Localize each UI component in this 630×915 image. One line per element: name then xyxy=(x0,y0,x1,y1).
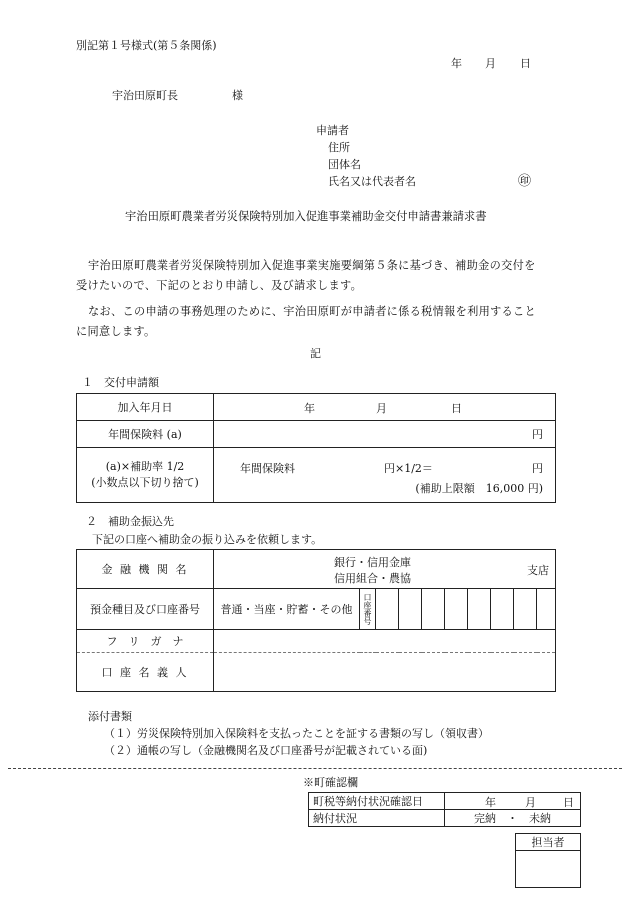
premium-cell[interactable] xyxy=(214,421,556,448)
attachment-item-1: （１）労災保険特別加入保険料を支払ったことを証する書類の写し（領収書） xyxy=(104,727,489,740)
calc-limit-note: (補助上限額 16,000 円) xyxy=(415,482,543,495)
account-digit-box[interactable] xyxy=(514,589,537,630)
account-no-label: 口座番号 xyxy=(360,589,376,630)
document-title: 宇治田原町農業者労災保険特別加入促進事業補助金交付申請書兼請求書 xyxy=(125,210,487,223)
calc-label-1: (a)×補助率 1/2 xyxy=(105,460,185,473)
seal-mark: ㊞ xyxy=(518,174,532,189)
ki-label: 記 xyxy=(310,347,321,360)
para2-line1: なお、この申請の事務処理のために、宇治田原町が申請者に係る税情報を利用すること xyxy=(88,305,537,318)
para2-line2: に同意します。 xyxy=(76,325,156,338)
cut-line xyxy=(8,768,622,769)
body-paragraph-1 xyxy=(76,256,556,296)
staff-box xyxy=(515,833,581,888)
section2-title: ２ 補助金振込先 xyxy=(86,515,174,528)
addressee: 宇治田原町長 xyxy=(112,89,178,102)
date-month-label: 月 xyxy=(485,57,496,70)
table-row xyxy=(77,589,556,630)
table-row xyxy=(77,448,556,503)
town-check-title: ※町確認欄 xyxy=(303,776,358,789)
enroll-date-label: 加入年月日 xyxy=(77,394,214,421)
table-row xyxy=(309,810,581,827)
application-amount-table xyxy=(76,393,556,503)
town-check-table xyxy=(308,792,581,827)
honorific: 様 xyxy=(232,89,243,102)
payment-status-value[interactable]: 完納 ・ 未納 xyxy=(445,810,581,827)
calc-label-cell xyxy=(77,448,214,503)
table-row xyxy=(77,653,556,692)
account-label: 預金種目及び口座番号 xyxy=(77,589,214,630)
attachments-title: 添付書類 xyxy=(88,710,132,723)
furigana-cell[interactable] xyxy=(214,630,556,653)
premium-unit: 円 xyxy=(532,428,543,441)
account-digit-box[interactable] xyxy=(376,589,399,630)
table-row xyxy=(516,834,581,851)
applicant-group-label: 団体名 xyxy=(328,158,361,171)
tax-check-date-cell[interactable] xyxy=(445,793,581,810)
section2-intro: 下記の口座へ補助金の振り込みを依頼します。 xyxy=(92,533,323,546)
account-types[interactable]: 普通・当座・貯蓄・その他 xyxy=(214,589,360,630)
para1-line1: 宇治田原町農業者労災保険特別加入促進事業実施要綱第５条に基づき、補助金の交付を xyxy=(88,259,536,272)
account-digit-box[interactable] xyxy=(445,589,468,630)
calc-formula: 円×1/2＝ xyxy=(384,462,433,475)
calc-unit: 円 xyxy=(532,462,543,475)
tax-check-date-label: 町税等納付状況確認日 xyxy=(309,793,445,810)
account-digit-box[interactable] xyxy=(422,589,445,630)
table-row xyxy=(309,793,581,810)
bank-type-1: 銀行・信用金庫 xyxy=(334,556,411,569)
enroll-date-cell[interactable] xyxy=(214,394,556,421)
form-label: 別記第１号様式(第５条関係) xyxy=(76,39,217,52)
holder-cell[interactable] xyxy=(214,653,556,692)
enroll-day-label: 日 xyxy=(451,402,462,415)
applicant-address-label: 住所 xyxy=(328,141,350,154)
applicant-name-label: 氏名又は代表者名 xyxy=(328,175,416,188)
calc-premium-label: 年間保険料 xyxy=(240,462,295,475)
bank-name-label: 金 融 機 関 名 xyxy=(77,550,214,589)
premium-label: 年間保険料 (a) xyxy=(77,421,214,448)
date-day-label: 日 xyxy=(520,57,531,70)
table-row xyxy=(77,630,556,653)
para1-line2: 受けたいので、下記のとおり申請し、及び請求します。 xyxy=(76,279,363,292)
enroll-month-label: 月 xyxy=(376,402,387,415)
table-row xyxy=(77,550,556,589)
table-row xyxy=(77,394,556,421)
calc-cell[interactable] xyxy=(214,448,556,503)
section1-title: １ 交付申請額 xyxy=(82,376,159,389)
payment-status-label: 納付状況 xyxy=(309,810,445,827)
account-digit-box[interactable] xyxy=(468,589,491,630)
calc-label-2: (小数点以下切り捨て) xyxy=(91,476,199,489)
check-year: 年 xyxy=(485,796,496,809)
date-year-label: 年 xyxy=(451,57,462,70)
account-digit-box[interactable] xyxy=(491,589,514,630)
bank-name-cell[interactable] xyxy=(214,550,556,589)
check-month: 月 xyxy=(525,796,536,809)
account-tail-cell xyxy=(537,589,556,630)
table-row xyxy=(77,421,556,448)
account-digit-box[interactable] xyxy=(399,589,422,630)
staff-stamp-cell[interactable] xyxy=(516,851,581,888)
branch-label: 支店 xyxy=(527,564,549,577)
furigana-label: フ リ ガ ナ xyxy=(77,630,214,653)
bank-transfer-table xyxy=(76,549,556,692)
holder-label: 口 座 名 義 人 xyxy=(77,653,214,692)
body-paragraph-2 xyxy=(76,302,556,342)
applicant-title: 申請者 xyxy=(316,124,349,137)
attachment-item-2: （２）通帳の写し（金融機関名及び口座番号が記載されている面) xyxy=(104,744,428,757)
table-row xyxy=(516,851,581,888)
staff-label: 担当者 xyxy=(516,834,581,851)
bank-type-2: 信用組合・農協 xyxy=(334,572,411,585)
check-day: 日 xyxy=(563,796,574,809)
enroll-year-label: 年 xyxy=(304,402,315,415)
